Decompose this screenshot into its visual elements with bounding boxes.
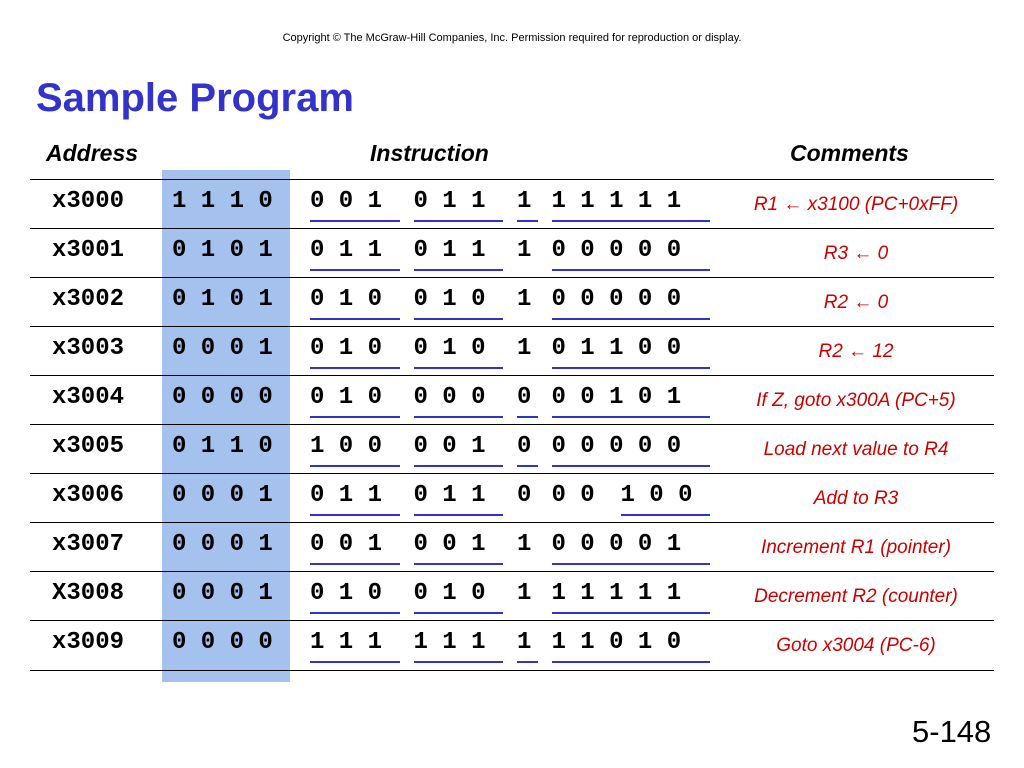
bit-field-opcode: 0 1 1 0	[172, 433, 273, 460]
bit-field-mid: 1	[517, 188, 538, 222]
bit-field-mid: 1	[517, 286, 532, 313]
bit-field-f3: 1 1 1 1 1	[552, 580, 711, 614]
bit-field-mid: 1	[517, 335, 532, 362]
address-cell: x3004	[52, 384, 125, 411]
table-row	[30, 375, 994, 424]
bit-field-f1: 1 0 0	[310, 433, 400, 467]
bit-field-f3: 1 1 0 1 0	[552, 629, 711, 663]
bit-field-opcode: 0 1 0 1	[172, 286, 273, 313]
comment-cell: Add to R3	[813, 488, 899, 509]
address-cell: x3006	[52, 482, 125, 509]
bit-field-f1: 0 1 1	[310, 237, 400, 271]
bit-field-mid: 1	[517, 237, 532, 264]
comment-cell: Increment R1 (pointer)	[760, 537, 952, 558]
bit-field-f1: 0 1 1	[310, 482, 400, 516]
comment-cell: R2 ← 0	[823, 292, 889, 313]
bit-field-f1: 1 1 1	[310, 629, 400, 663]
bit-field-f2: 0 1 1	[414, 237, 504, 271]
table-row	[30, 228, 994, 277]
bit-field-f3: 0 0 0 0 0	[552, 433, 711, 467]
bit-field-f3: 0 1 1 0 0	[552, 335, 711, 369]
address-cell: x3001	[52, 237, 125, 264]
bit-field-opcode: 0 0 0 1	[172, 531, 273, 558]
comment-cell: If Z, goto x300A (PC+5)	[756, 390, 956, 411]
bit-field-f1: 0 1 0	[310, 384, 400, 418]
comment-cell: Decrement R2 (counter)	[754, 586, 958, 607]
bit-field-opcode: 0 0 0 1	[172, 335, 273, 362]
bit-field: 1 0 0	[621, 482, 711, 516]
comment-cell: R2 ← 12	[818, 341, 894, 362]
bit-field-f3: 0 0 0 0 0	[552, 237, 711, 271]
bit-field-f3: 0 0 0 0 0	[552, 286, 711, 320]
bit-field-f2: 0 1 1	[414, 188, 504, 222]
bit-field-f2: 0 1 1	[414, 482, 504, 516]
header-address: Address	[46, 140, 139, 166]
bit-field-mid: 1	[517, 531, 532, 558]
bit-field: 0 0	[551, 482, 595, 509]
address-cell: x3003	[52, 335, 125, 362]
comment-cell: Goto x3004 (PC-6)	[776, 635, 936, 656]
bit-field-opcode: 0 0 0 1	[172, 580, 273, 607]
bit-field-f2: 1 1 1	[414, 629, 504, 663]
bit-field-f2: 0 0 0	[414, 384, 504, 418]
table-row	[30, 620, 994, 671]
table-row	[30, 424, 994, 473]
header-instruction: Instruction	[370, 140, 489, 166]
bit-field-f1: 0 1 0	[310, 286, 400, 320]
address-cell: x3009	[52, 629, 125, 656]
bit-field-f1: 0 0 1	[310, 188, 400, 222]
copyright-notice: Copyright © The McGraw-Hill Companies, Inc. Permission required for reproduction or display.	[282, 32, 742, 44]
bit-field-opcode: 0 0 0 0	[172, 384, 273, 411]
table-row	[30, 179, 994, 228]
bit-field-opcode: 1 1 1 0	[172, 188, 273, 215]
address-cell: x3002	[52, 286, 125, 313]
bit-field-mid: 1	[517, 580, 532, 607]
page-title: Sample Program	[36, 76, 354, 120]
address-cell: x3005	[52, 433, 125, 460]
table-row	[30, 571, 994, 620]
bit-field-opcode: 0 0 0 0	[172, 629, 273, 656]
bit-field-f1: 0 1 0	[310, 580, 400, 614]
bit-field-f3: 0 0 0 0 1	[552, 531, 711, 565]
comment-cell: Load next value to R4	[763, 439, 949, 460]
bit-field-opcode: 0 1 0 1	[172, 237, 273, 264]
page-number: 5-148	[912, 714, 992, 749]
table-row	[30, 522, 994, 571]
bit-field-mid: 1	[517, 629, 538, 663]
bit-field-opcode: 0 0 0 1	[172, 482, 273, 509]
address-cell: x3000	[52, 188, 125, 215]
bit-field-f2: 0 1 0	[414, 286, 504, 320]
table-row	[30, 473, 994, 522]
bit-field-f2: 0 0 1	[414, 433, 504, 467]
address-cell: X3008	[52, 580, 125, 607]
address-cell: x3007	[52, 531, 125, 558]
program-table	[30, 179, 994, 671]
bit-field-mid: 0	[517, 482, 532, 509]
bit-field-mid: 0	[517, 433, 538, 467]
table-row	[30, 277, 994, 326]
comment-cell: R3 ← 0	[823, 243, 889, 264]
bit-field-f2: 0 1 0	[414, 580, 504, 614]
bit-field-mid: 0	[517, 384, 538, 418]
bit-field-f3: 1 1 1 1 1	[552, 188, 711, 222]
comment-cell: R1 ← x3100 (PC+0xFF)	[753, 194, 959, 215]
bit-field-f2: 0 0 1	[414, 531, 504, 565]
table-row	[30, 326, 994, 375]
bit-field-f1: 0 1 0	[310, 335, 400, 369]
bit-field-f3: 0 0 1 0 1	[552, 384, 711, 418]
header-comments: Comments	[790, 140, 909, 166]
bit-field-f2: 0 1 0	[414, 335, 504, 369]
bit-field-f1: 0 0 1	[310, 531, 400, 565]
